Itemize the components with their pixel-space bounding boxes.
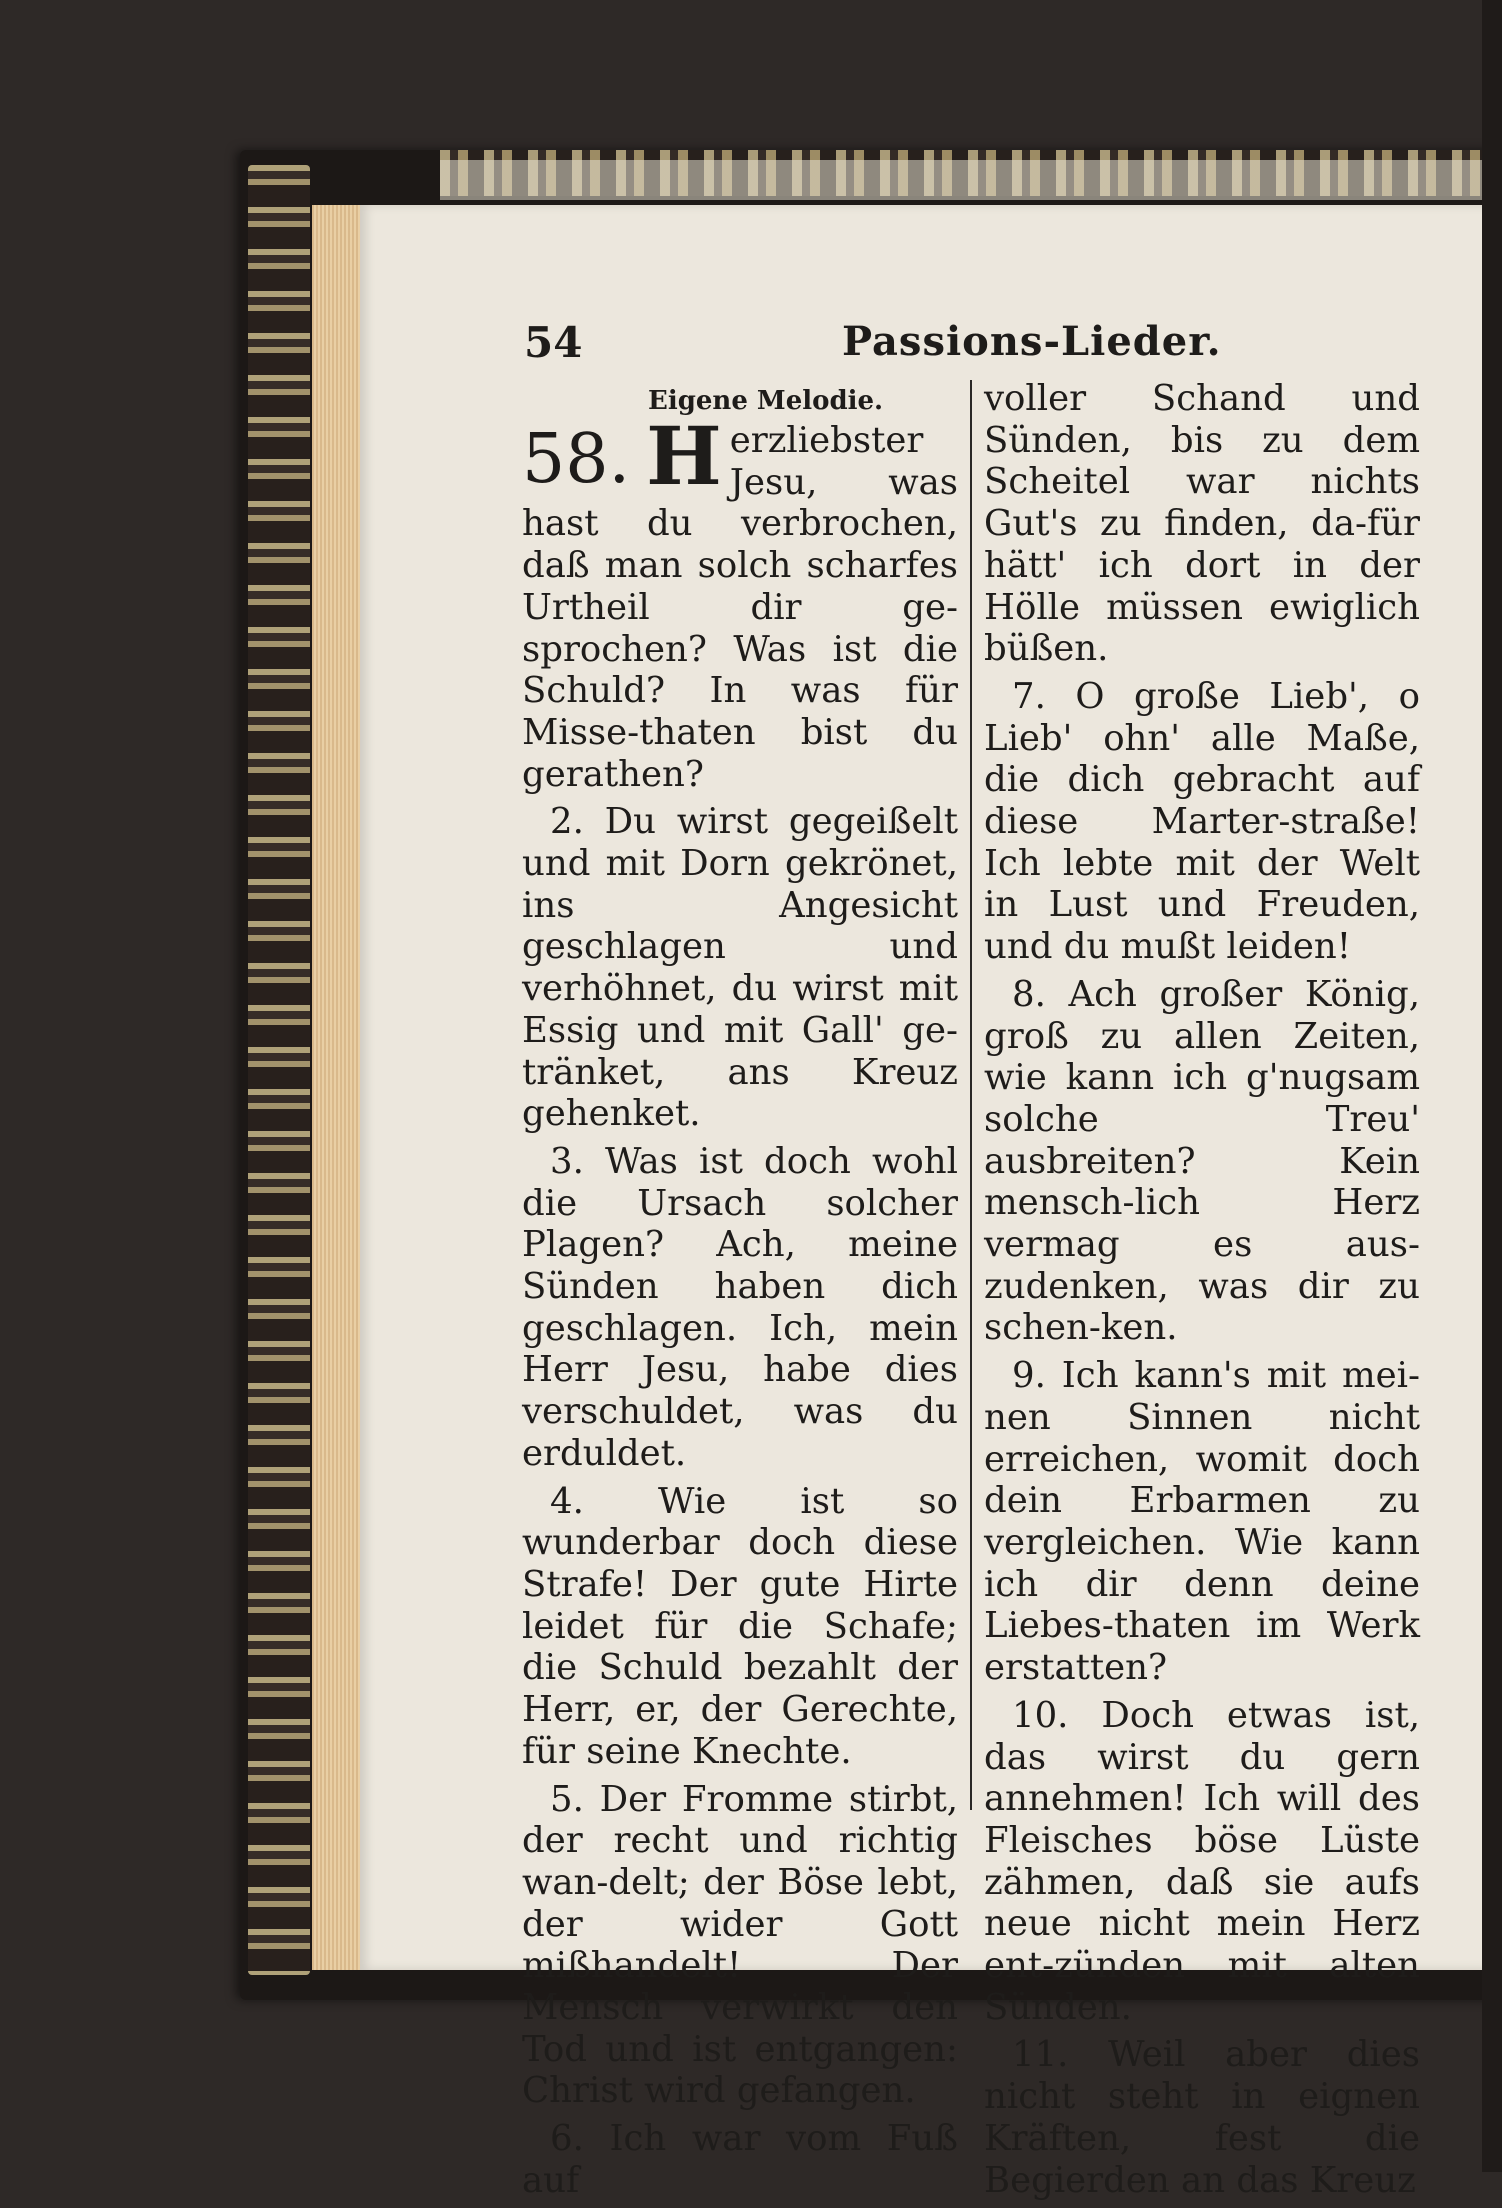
verse-1 <box>522 409 958 795</box>
dark-edge-strip <box>1482 0 1502 2172</box>
verse-8: 8. Ach großer König, groß zu allen Zeiten, wie kann ich g'nugsam solche Treu' ausbreiten? Kein mensch-lich Herz vermag es aus-zudenken, was dir zu schen-ken. <box>984 973 1420 1349</box>
left-column <box>522 409 958 2208</box>
page-block-edge <box>312 205 360 1970</box>
verse-10: 10. Doch etwas ist, das wirst du gern annehmen! Ich will des Fleisches böse Lüste zähmen, daß sie aufs neue nicht mein Herz ent-zünden mit alten Sünden. <box>984 1694 1420 2028</box>
verse-11-start: 11. Weil aber dies nicht steht in eignen Kräften, fest die Begierden an das Kreuz <box>984 2034 1420 2201</box>
verse-9: 9. Ich kann's mit mei-nen Sinnen nicht erreichen, womit doch dein Erbarmen zu vergleichen. Wie kann ich dir denn deine Liebes-thaten im Werk erstatten? <box>984 1355 1420 1689</box>
page-number: 54 <box>524 318 583 367</box>
melody-note: Eigene Melodie. <box>648 386 884 416</box>
drop-initial: H <box>646 409 722 503</box>
verse-3: 3. Was ist doch wohl die Ursach solcher Plagen? Ach, meine Sünden haben dich geschlagen. Ich, mein Herr Jesu, habe dies verschuldet, was du erduldet. <box>522 1140 958 1474</box>
verse-1-text: erzliebster Jesu, was hast du verbrochen, daß man solch scharfes Urtheil dir ge-sprochen? Was ist die Schuld? In was für Misse-thaten bist du gerathen? <box>522 420 958 795</box>
column-divider <box>970 380 972 1810</box>
verse-4: 4. Wie ist so wunderbar doch diese Strafe! Der gute Hirte leidet für die Schafe; die Schuld bezahlt der Herr, er, der Gerechte, für seine Knechte. <box>522 1480 958 1772</box>
verse-5: 5. Der Fromme stirbt, der recht und richtig wan-delt; der Böse lebt, der wider Gott mißhandelt! Der Mensch verwirkt den Tod und ist entgangen: Christ wird gefangen. <box>522 1778 958 2112</box>
verse-7: 7. O große Lieb', o Lieb' ohn' alle Maße, die dich gebracht auf diese Marter-straße! Ich lebte mit der Welt in Lust und Freuden, und du mußt leiden! <box>984 675 1420 968</box>
hymn-number: 58. <box>522 420 631 499</box>
verse-6-start: 6. Ich war vom Fuß auf <box>522 2118 958 2201</box>
verse-2: 2. Du wirst gegeißelt und mit Dorn gekrönet, ins Angesicht geschlagen und verhöhnet, du wirst mit Essig und mit Gall' ge-tränket, ans Kreuz gehenket. <box>522 801 958 1135</box>
gilt-border-left <box>248 165 310 1975</box>
running-title: Passions-Lieder. <box>842 318 1222 365</box>
right-column <box>984 378 1420 2207</box>
turned-page-edge <box>440 160 1502 200</box>
verse-6-continued: voller Schand und Sünden, bis zu dem Scheitel war nichts Gut's zu finden, da-für hätt' ich dort in der Hölle müssen ewiglich büßen. <box>984 378 1420 670</box>
